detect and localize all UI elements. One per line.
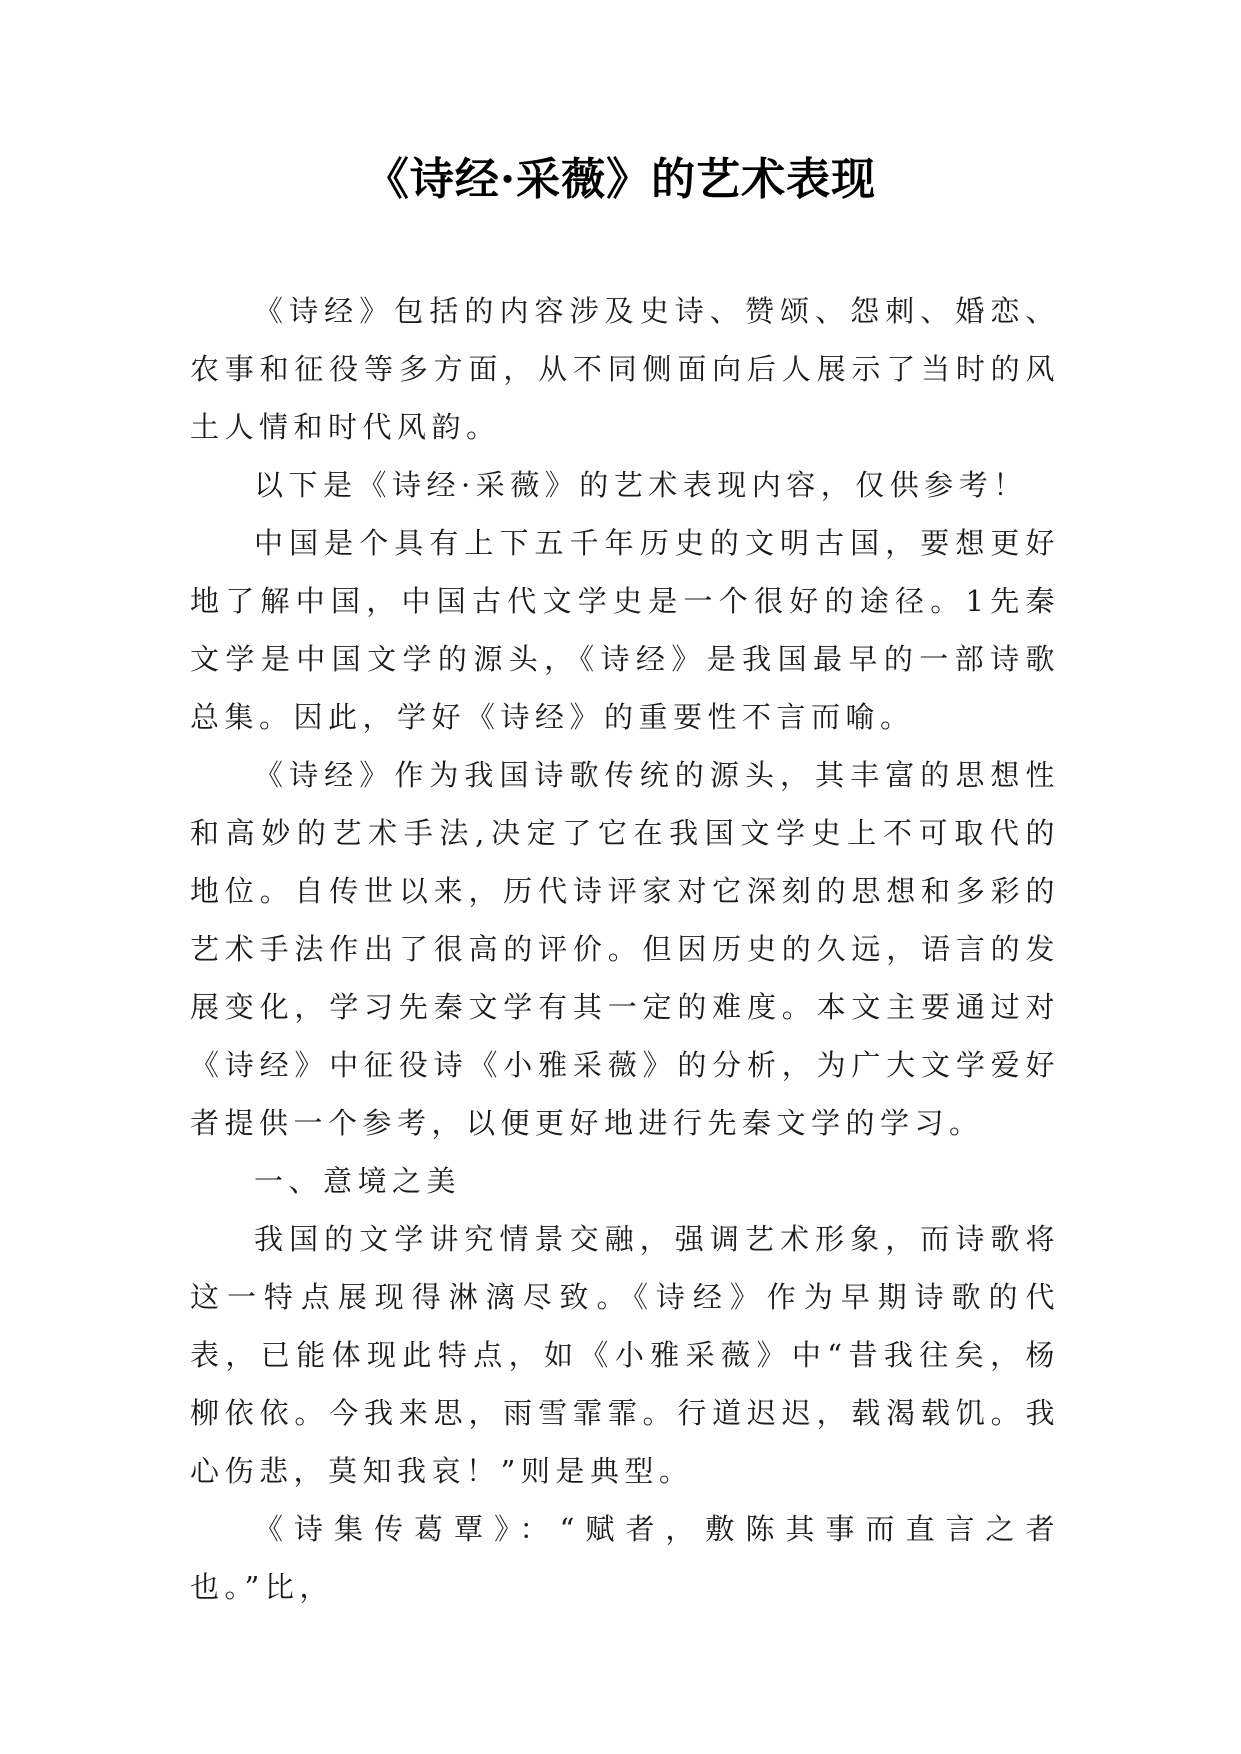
section-heading: 一、意境之美 xyxy=(254,1164,462,1198)
document-body xyxy=(190,282,1060,1616)
document-title: 《诗经·采薇》的艺术表现 xyxy=(364,154,877,205)
paragraph: 我国的文学讲究情景交融，强调艺术形象，而诗歌将这一特点展现得淋漓尽致。《诗经》作为早期诗歌的代表，已能体现此特点，如《小雅采薇》中“昔我往矣，杨柳依依。今我来思，雨雪霏霏。行道迟迟，载渴载饥。我心伤悲，莫知我哀！”则是典型。 xyxy=(190,1222,1060,1488)
paragraph: 《诗经》作为我国诗歌传统的源头，其丰富的思想性和高妙的艺术手法,决定了它在我国文学史上不可取代的地位。自传世以来，历代诗评家对它深刻的思想和多彩的艺术手法作出了很高的评价。但因历史的久远，语言的发展变化，学习先秦文学有其一定的难度。本文主要通过对《诗经》中征役诗《小雅采薇》的分析，为广大文学爱好者提供一个参考，以便更好地进行先秦文学的学习。 xyxy=(190,758,1060,1140)
paragraph: 《诗经》包括的内容涉及史诗、赞颂、怨刺、婚恋、农事和征役等多方面，从不同侧面向后人展示了当时的风土人情和时代风韵。 xyxy=(190,294,1060,444)
paragraph: 以下是《诗经·采薇》的艺术表现内容，仅供参考！ xyxy=(254,468,1028,502)
paragraph: 中国是个具有上下五千年历史的文明古国，要想更好地了解中国，中国古代文学史是一个很好的途径。1先秦文学是中国文学的源头，《诗经》是我国最早的一部诗歌总集。因此，学好《诗经》的重要性不言而喻。 xyxy=(190,526,1060,734)
paragraph: 《诗集传葛覃》：“赋者，敷陈其事而直言之者也。”比， xyxy=(190,1512,1060,1604)
